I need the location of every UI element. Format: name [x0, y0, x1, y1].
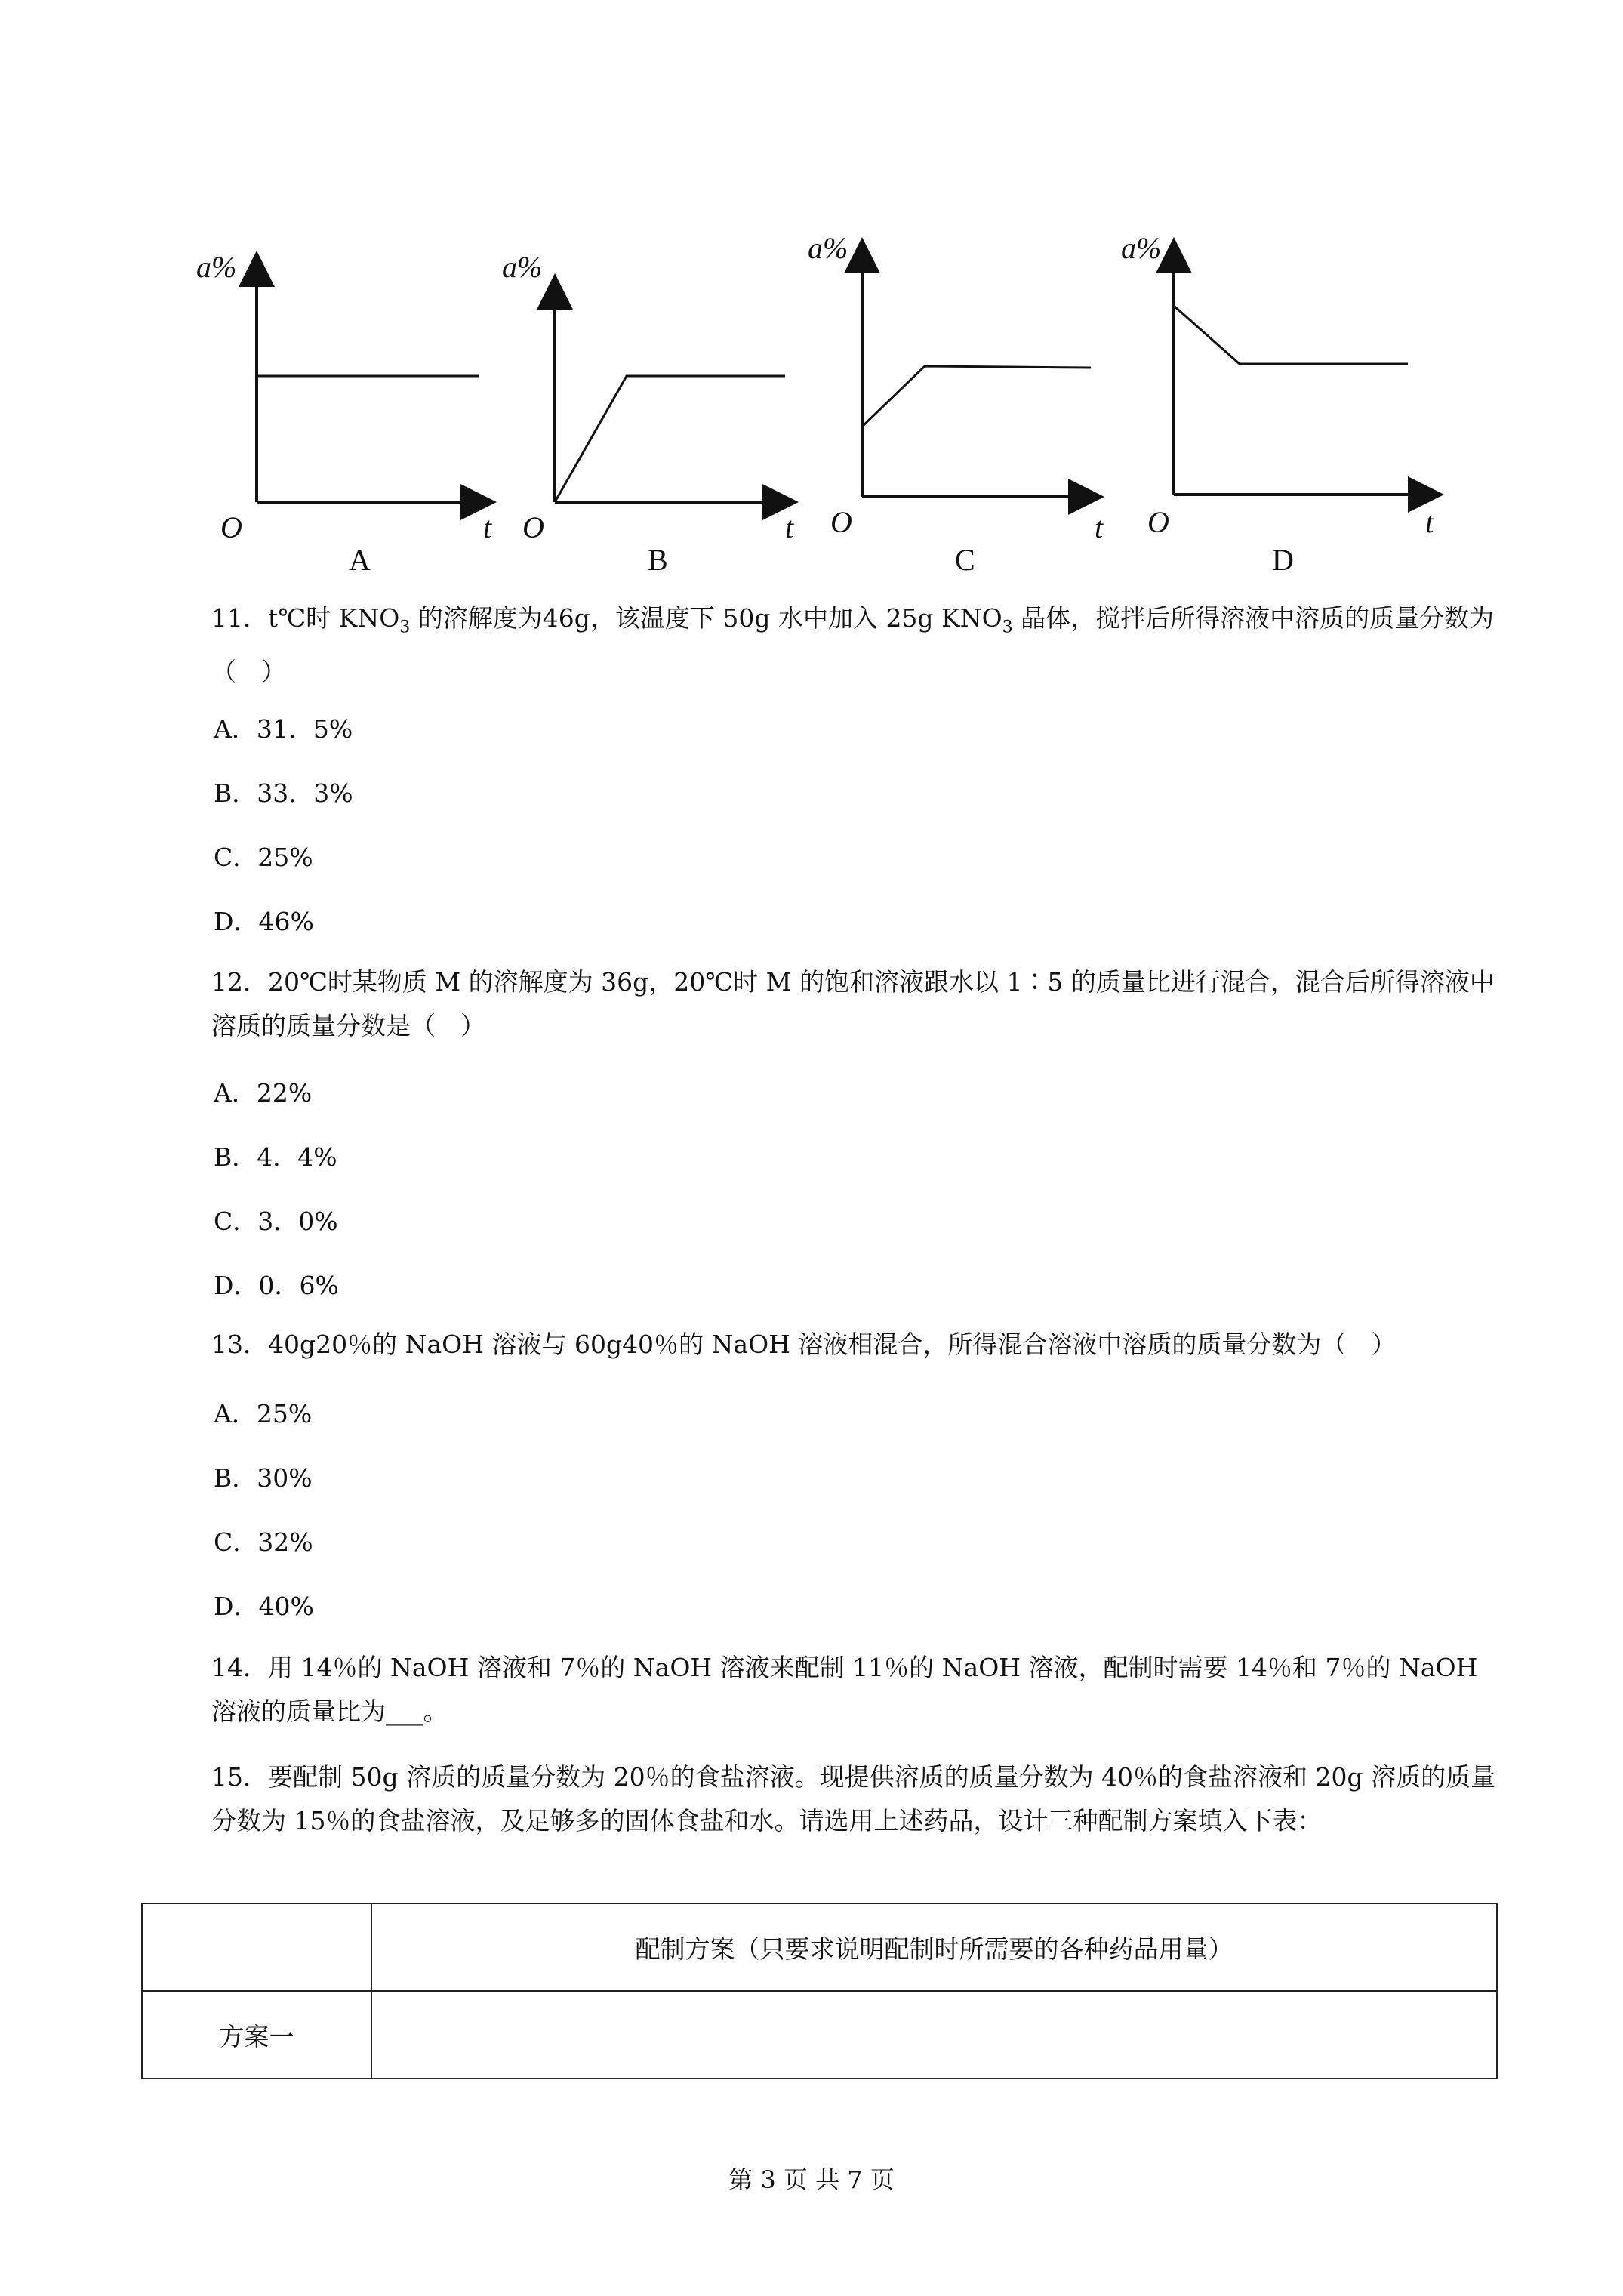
question-15 [155, 1755, 1498, 1843]
q12-option-c: C．3．0% [214, 1207, 338, 1236]
question-14 [155, 1646, 1498, 1734]
q13-option-b: B．30% [214, 1463, 313, 1493]
table-row [142, 1991, 1497, 2079]
panel-a-origin: O [220, 510, 242, 544]
page-footer: 第 3 页 共 7 页 [728, 2165, 895, 2194]
panel-b-origin: O [522, 510, 544, 544]
q13-option-d: D．40% [214, 1592, 314, 1621]
panel-a-label: A [349, 543, 371, 577]
q15-text: 15．要配制 50g 溶质的质量分数为 20％的食盐溶液。现提供溶质的质量分数为 40％的食盐溶液和 20g 溶质的质量分数为 15％的食盐溶液，及足够多的固体食盐和水。请选用上述药品，设计三种配制方案填入下表： [211, 1762, 1496, 1835]
panel-b-y-label: a% [502, 250, 543, 284]
q12-option-d: D．0．6% [214, 1271, 339, 1300]
panel-b [555, 279, 793, 502]
panel-c-origin: O [830, 505, 852, 539]
table-header-left [142, 1903, 371, 1991]
panel-b-label: B [648, 543, 668, 577]
panel-a-x-label: t [483, 510, 492, 544]
q11-option-b: B．33．3% [214, 778, 353, 808]
q11-number: 11． [211, 603, 268, 633]
panel-d-origin: O [1147, 505, 1169, 539]
table-header-row [142, 1903, 1497, 1991]
panel-d-label: D [1272, 543, 1294, 577]
q11-text-b: 的溶解度为46g，该温度下 50g 水中加入 25g KNO [410, 603, 1002, 633]
graphs-figure [196, 227, 1495, 589]
q13-text: 13．40g20％的 NaOH 溶液与 60g40％的 NaOH 溶液相混合，所得混合溶液中溶质的质量分数为（ ） [211, 1330, 1397, 1359]
q12-option-a: A．22% [214, 1078, 313, 1108]
table-row-value[interactable] [371, 1991, 1497, 2079]
panel-d-y-label: a% [1121, 231, 1162, 265]
question-11 [155, 596, 1498, 694]
table-row-label: 方案一 [142, 1991, 371, 2079]
panel-d-curve [1174, 306, 1408, 364]
q12-option-b: B．4．4% [214, 1142, 337, 1172]
panel-c-y-label: a% [808, 231, 848, 265]
panel-d-x-label: t [1425, 505, 1434, 539]
plan-table [141, 1903, 1498, 2079]
q11-text-c: 晶体，搅拌后所得溶液中溶质的质量分数为（ ） [211, 603, 1495, 686]
q11-option-c: C．25% [214, 843, 313, 872]
panel-b-curve [555, 376, 785, 502]
q11-option-a: A．31．5% [214, 714, 353, 744]
panel-b-x-label: t [785, 510, 794, 544]
question-12 [155, 960, 1498, 1048]
panel-c-curve [862, 366, 1091, 427]
q11-sub-1: 3 [399, 618, 411, 637]
q11-sub-2: 3 [1002, 618, 1013, 637]
q12-text: 12．20℃时某物质 M 的溶解度为 36g，20℃时 M 的饱和溶液跟水以 1∶5 的质量比进行混合，混合后所得溶液中溶质的质量分数是（ ） [211, 967, 1495, 1040]
table-header-right: 配制方案（只要求说明配制时所需要的各种药品用量） [371, 1903, 1497, 1991]
q11-text-a: t℃时 KNO [268, 603, 400, 633]
q14-text: 14．用 14％的 NaOH 溶液和 7％的 NaOH 溶液来配制 11％的 NaOH 溶液，配制时需要 14％和 7％的 NaOH 溶液的质量比为___。 [211, 1653, 1478, 1726]
panel-c-x-label: t [1095, 510, 1104, 544]
panel-c-label: C [955, 543, 975, 577]
q13-option-c: C．32% [214, 1527, 313, 1557]
graphs-svg [211, 227, 1495, 589]
panel-d [1174, 243, 1438, 495]
question-13 [155, 1323, 1498, 1367]
q11-option-d: D．46% [214, 907, 314, 936]
panel-c [862, 243, 1098, 497]
q13-option-a: A．25% [214, 1399, 313, 1428]
panel-a-y-label: a% [196, 250, 237, 284]
panel-a [257, 257, 491, 502]
